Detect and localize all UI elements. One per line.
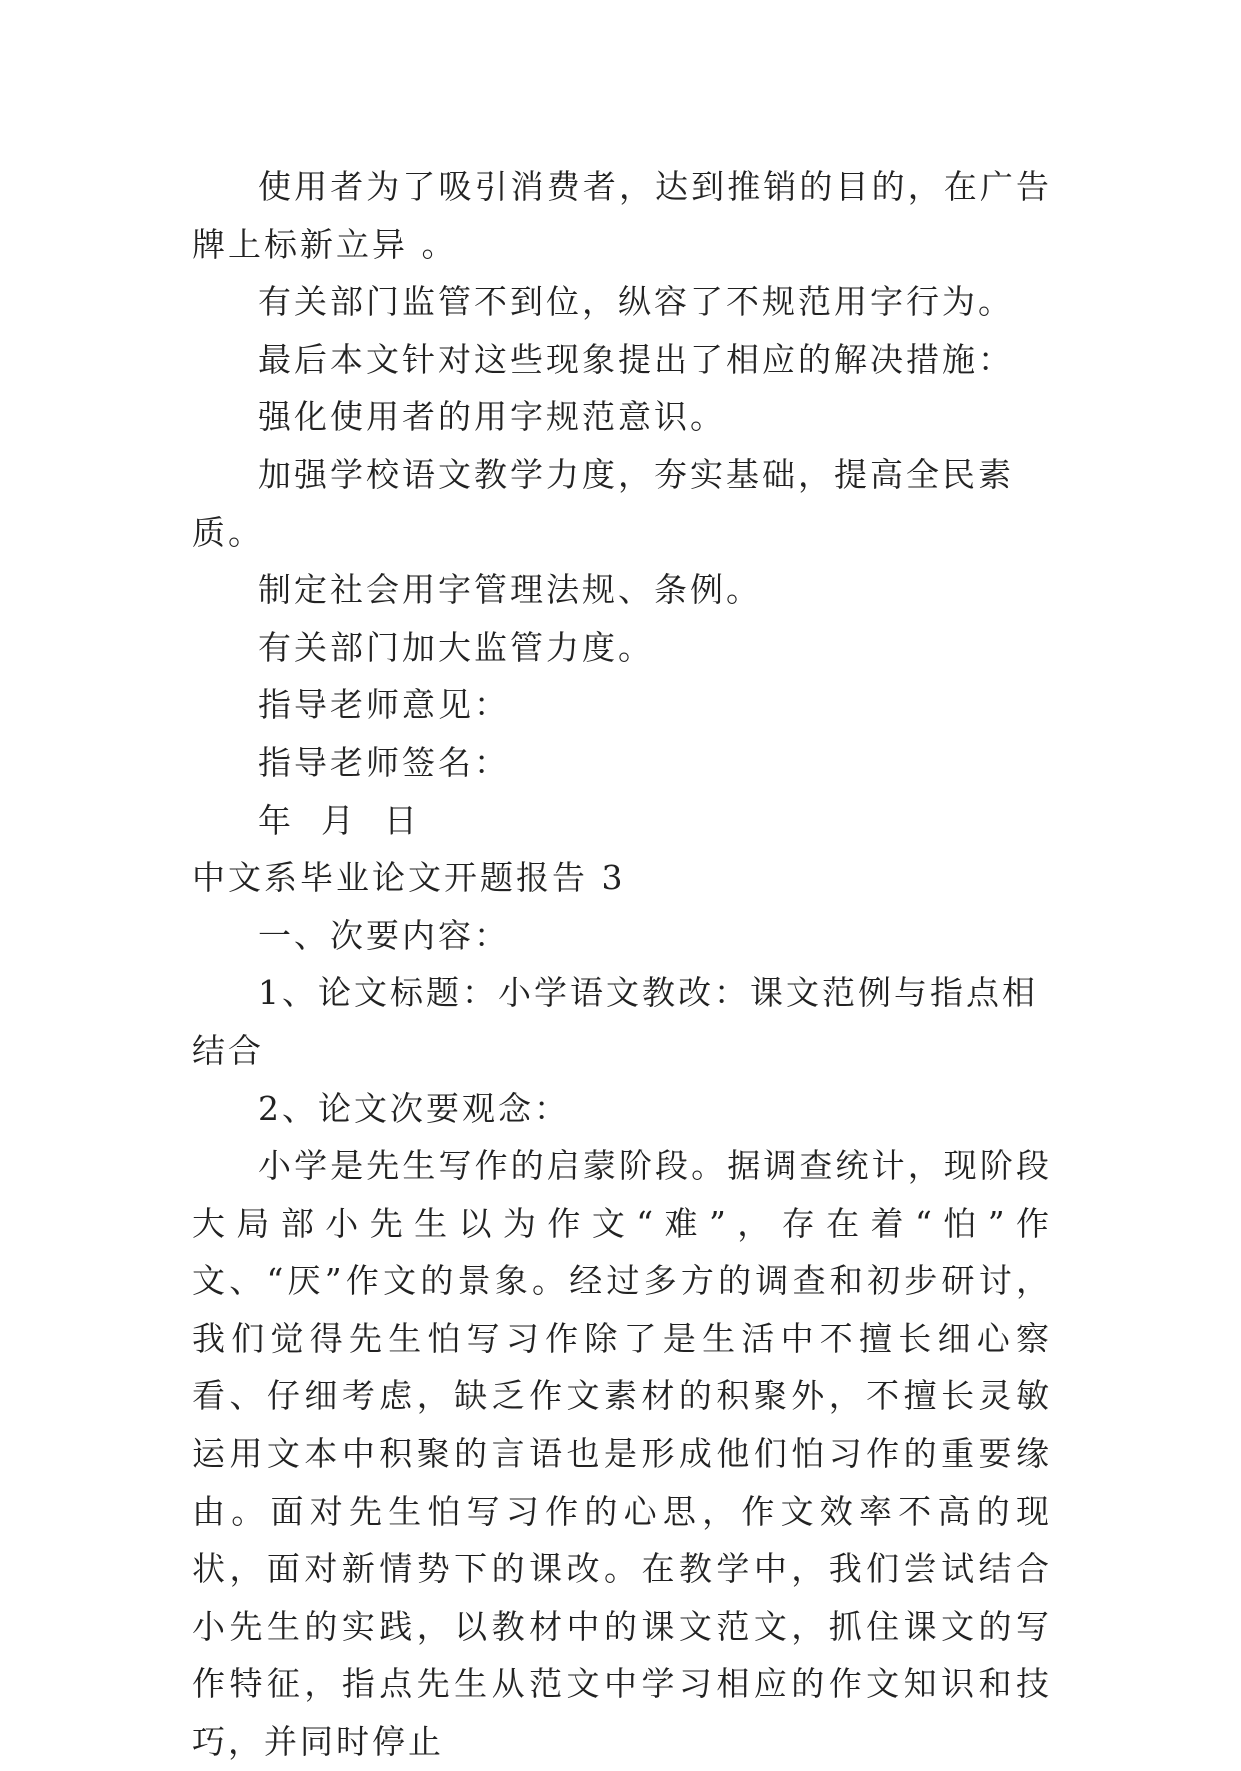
paragraph: 有关部门加大监管力度。	[258, 627, 654, 667]
date-line: 年 月 日	[258, 800, 420, 840]
paragraph: 最后本文针对这些现象提出了相应的解决措施：	[258, 339, 1014, 379]
paragraph: 有关部门监管不到位，纵容了不规范用字行为。	[258, 282, 1014, 322]
paragraph: 使用者为了吸引消费者，达到推销的目的，在广告牌上标新立异 。	[192, 167, 1052, 264]
paragraph: 制定社会用字管理法规、条例。	[258, 570, 762, 610]
paragraph: 强化使用者的用字规范意识。	[258, 397, 726, 437]
section-heading: 中文系毕业论文开题报告 3	[192, 858, 626, 898]
document-body	[192, 158, 1052, 1771]
paragraph: 指导老师意见：	[258, 685, 510, 725]
paragraph: 指导老师签名：	[258, 742, 510, 782]
paragraph: 加强学校语文教学力度，夯实基础，提高全民素质。	[192, 454, 1014, 552]
paragraph: 一、次要内容：	[258, 915, 510, 955]
paragraph: 2、论文次要观念：	[258, 1088, 570, 1128]
paragraph: 小学是先生写作的启蒙阶段。据调查统计，现阶段大局部小先生以为作文“难”，存在着“怕”作文、“厌”作文的景象。经过多方的调查和初步研讨，我们觉得先生怕写习作除了是生活中不擅长细心察看、仔细考虑，缺乏作文素材的积聚外，不擅长灵敏运用文本中积聚的言语也是形成他们怕习作的重要缘由。面对先生怕写习作的心思，作文效率不高的现状，面对新情势下的课改。在教学中，我们尝试结合小先生的实践，以教材中的课文范文，抓住课文的写作特征，指点先生从范文中学习相应的作文知识和技巧，并同时停止	[192, 1146, 1052, 1762]
paragraph: 1、论文标题：小学语文教改：课文范例与指点相结合	[192, 973, 1038, 1070]
